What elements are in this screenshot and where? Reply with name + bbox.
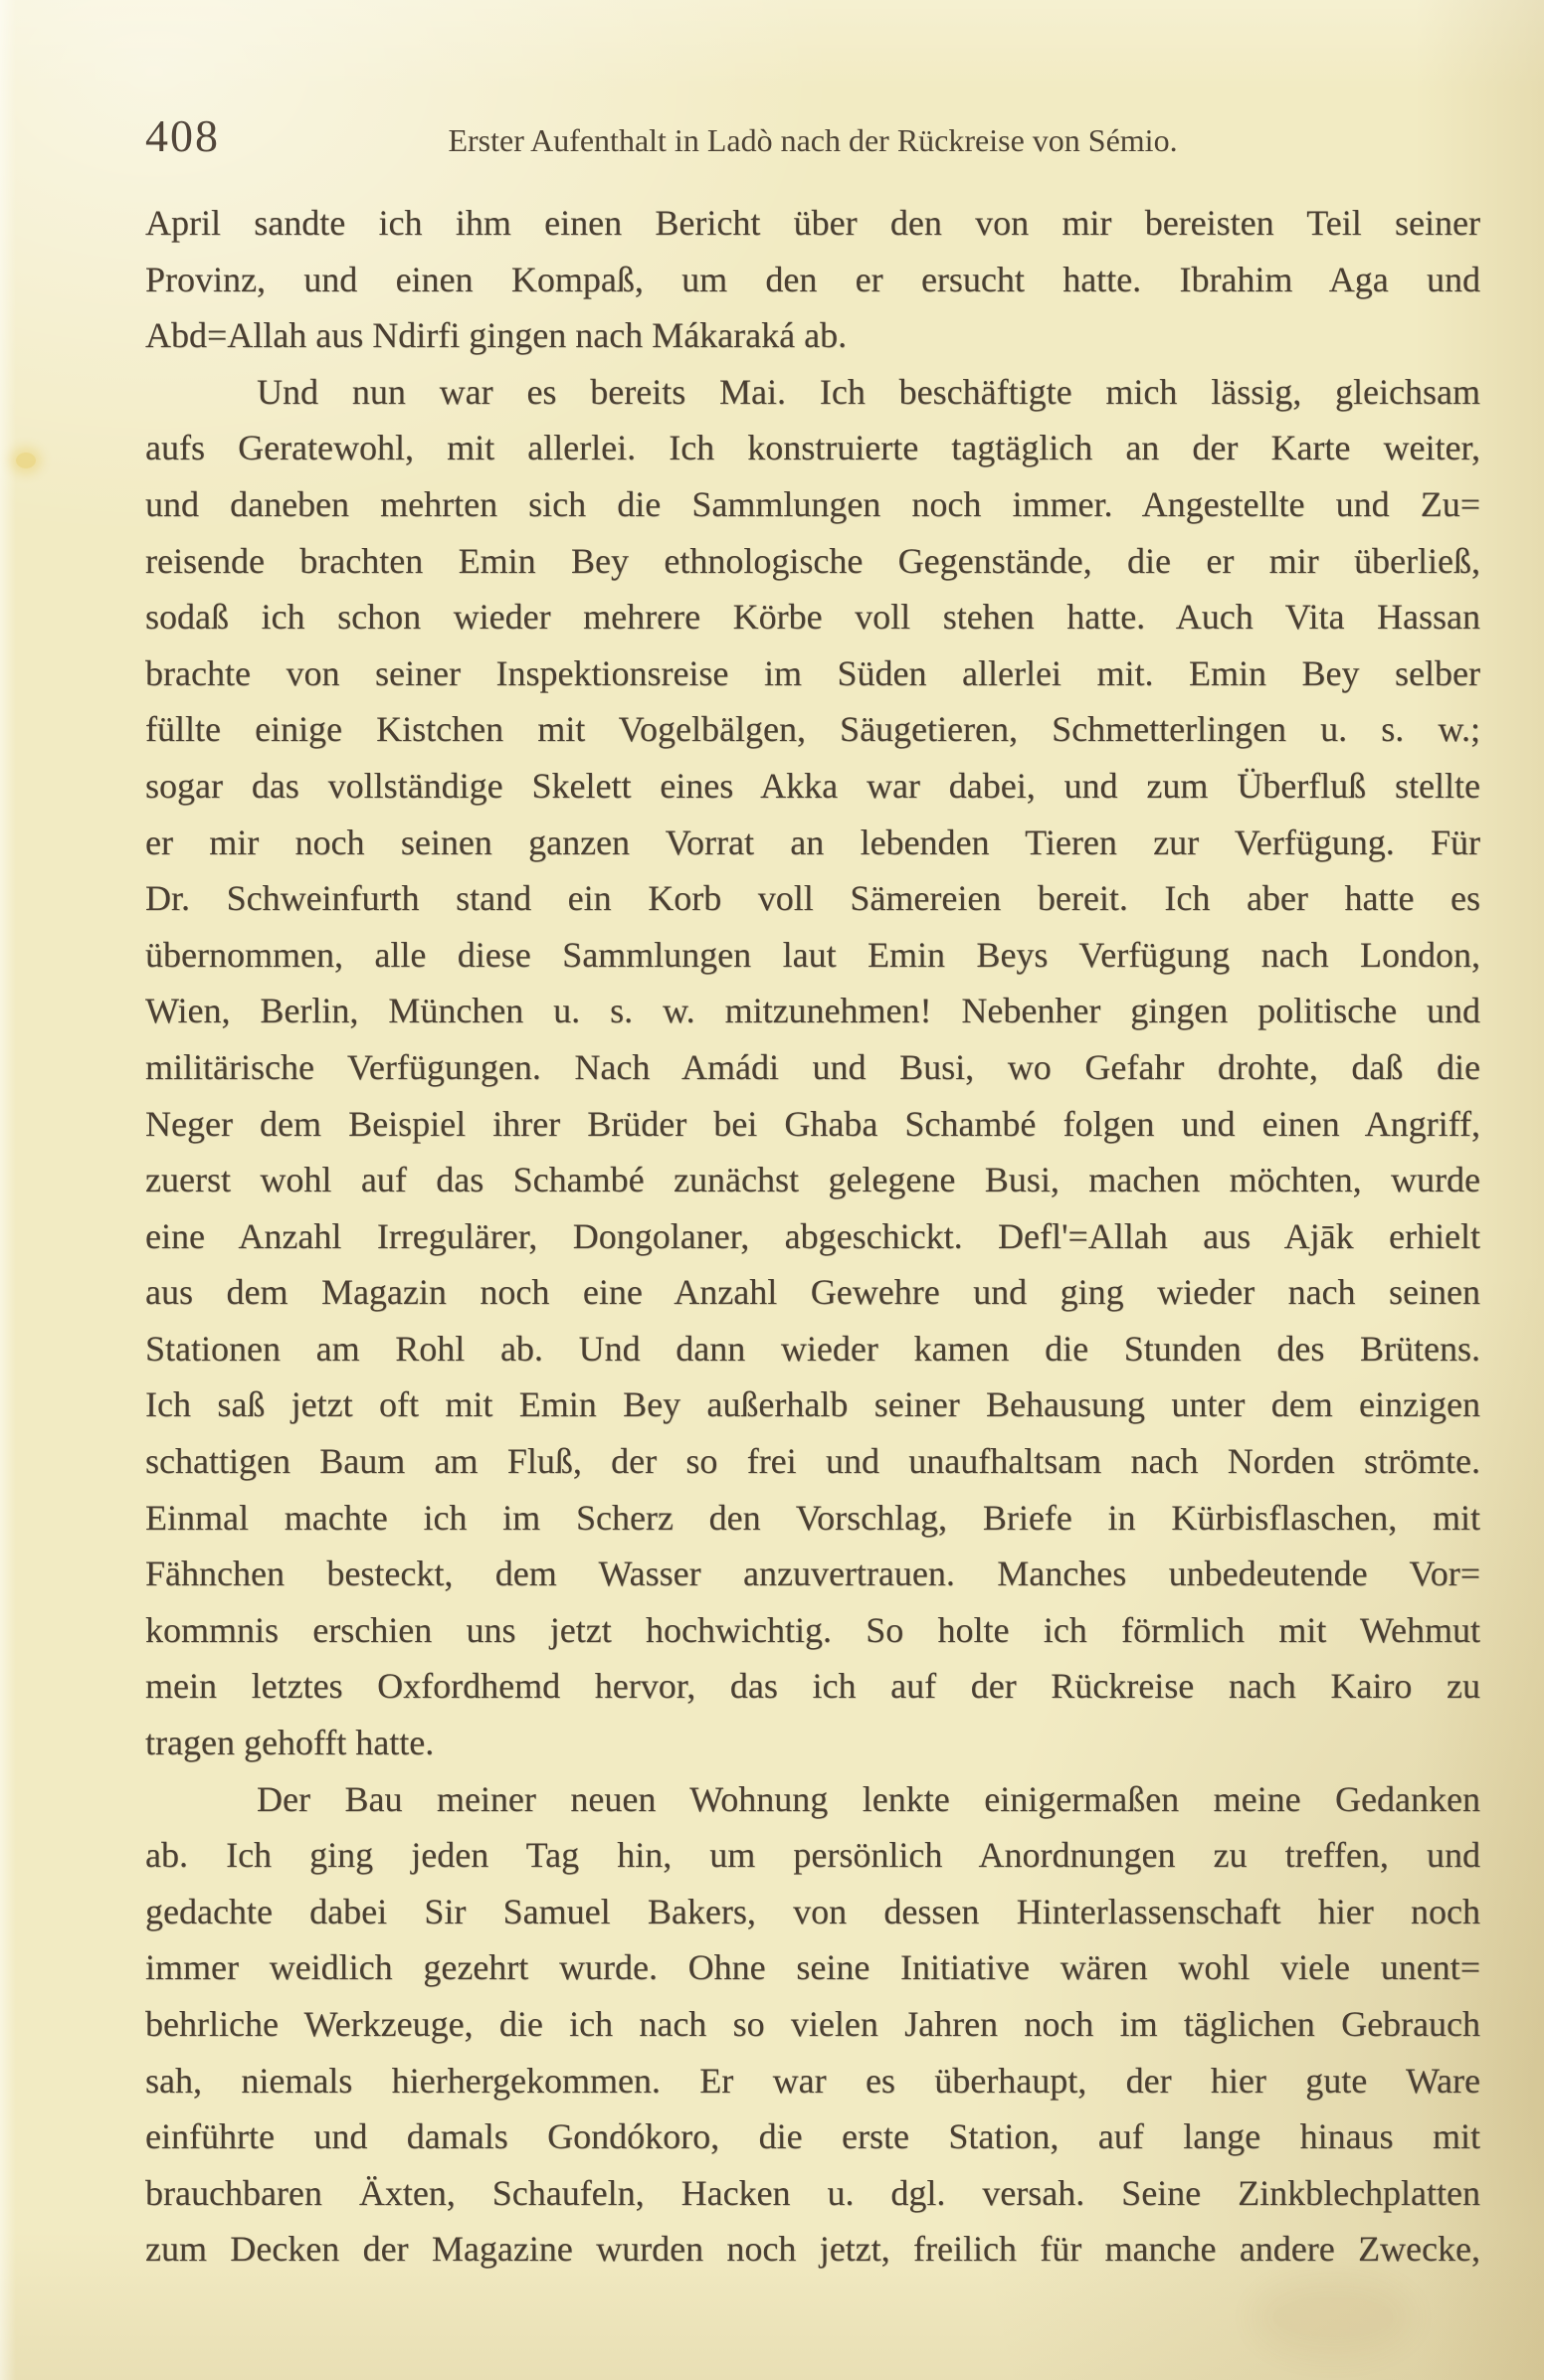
text-line: sah, niemals hierhergekommen. Er war es überhaupt, der hier gute Ware [145,2060,1480,2101]
text-line: Ich saß jetzt oft mit Emin Bey außerhalb seiner Behausung unter dem einzigen [145,1384,1480,1425]
text-line: Einmal machte ich im Scherz den Vorschlag, Briefe in Kürbisflaschen, mit [145,1497,1480,1538]
text-line: gedachte dabei Sir Samuel Bakers, von dessen Hinterlassenschaft hier noch [145,1891,1480,1931]
text-line: behrliche Werkzeuge, die ich nach so vielen Jahren noch im täglichen Gebrauch [145,2004,1480,2044]
text-line: übernommen, alle diese Sammlungen laut Emin Beys Verfügung nach London, [145,934,1480,975]
paragraph [145,1771,1480,2278]
text-line: Dr. Schweinfurth stand ein Korb voll Sämereien bereit. Ich aber hatte es [145,878,1480,919]
text-line: Wien, Berlin, München u. s. w. mitzunehmen! Nebenher gingen politische und [145,991,1480,1031]
text-line: Der Bau meiner neuen Wohnung lenkte einigermaßen meine Gedanken [257,1778,1480,1819]
text-line: Provinz, und einen Kompaß, um den er ersucht hatte. Ibrahim Aga und [145,259,1480,299]
text-block [145,195,1480,2278]
text-line: Neger dem Beispiel ihrer Brüder bei Ghaba Schambé folgen und einen Angriff, [145,1103,1480,1144]
text-line: aus dem Magazin noch eine Anzahl Gewehre und ging wieder nach seinen [145,1272,1480,1313]
text-line: Abd=Allah aus Ndirfi gingen nach Mákaraká ab. [145,315,848,356]
text-line: eine Anzahl Irregulärer, Dongolaner, abgeschickt. Defl'=Allah aus Ajāk erhielt [145,1215,1480,1256]
text-line: brachte von seiner Inspektionsreise im Süden allerlei mit. Emin Bey selber [145,652,1480,693]
text-line: sodaß ich schon wieder mehrere Körbe voll stehen hatte. Auch Vita Hassan [145,597,1480,638]
text-line: füllte einige Kistchen mit Vogelbälgen, Säugetieren, Schmetterlingen u. s. w.; [145,709,1480,750]
text-line: tragen gehofft hatte. [145,1723,435,1763]
text-line: aufs Geratewohl, mit allerlei. Ich konstruierte tagtäglich an der Karte weiter, [145,428,1480,468]
text-line: sogar das vollständige Skelett eines Akka war dabei, und zum Überfluß stellte [145,765,1480,806]
text-line: militärische Verfügungen. Nach Amádi und Busi, wo Gefahr drohte, daß die [145,1046,1480,1087]
text-line: und daneben mehrten sich die Sammlungen noch immer. Angestellte und Zu= [145,483,1480,524]
text-line: er mir noch seinen ganzen Vorrat an lebenden Tieren zur Verfügung. Für [145,822,1480,862]
paragraph [145,364,1480,1771]
text-line: immer weidlich gezehrt wurde. Ohne seine Initiative wären wohl viele unent= [145,1947,1480,1988]
page-header [145,107,1480,169]
text-line: kommnis erschien uns jetzt hochwichtig. So holte ich förmlich mit Wehmut [145,1609,1480,1650]
text-line: zum Decken der Magazine wurden noch jetzt, freilich für manche andere Zwecke, [145,2229,1480,2270]
text-line: ab. Ich ging jeden Tag hin, um persönlich Anordnungen zu treffen, und [145,1835,1480,1876]
text-line: reisende brachten Emin Bey ethnologische Gegenstände, die er mir überließ, [145,540,1480,581]
text-line: schattigen Baum am Fluß, der so frei und unaufhaltsam nach Norden strömte. [145,1441,1480,1482]
paragraph [145,195,1480,364]
text-line: mein letztes Oxfordhemd hervor, das ich auf der Rückreise nach Kairo zu [145,1666,1480,1707]
text-line: zuerst wohl auf das Schambé zunächst gelegene Busi, machen möchten, wurde [145,1160,1480,1200]
paper-shadow-smudge [1273,2297,1393,2337]
running-header: Erster Aufenthalt in Ladò nach der Rückreise von Sémio. [448,122,1178,158]
page-number: 408 [145,110,220,161]
text-line: Stationen am Rohl ab. Und dann wieder kamen die Stunden des Brütens. [145,1328,1480,1369]
text-line: Und nun war es bereits Mai. Ich beschäftigte mich lässig, gleichsam [257,371,1480,412]
text-line: April sandte ich ihm einen Bericht über den von mir bereisten Teil seiner [145,203,1480,243]
text-line: einführte und damals Gondókoro, die erste Station, auf lange hinaus mit [145,2116,1480,2157]
text-line: brauchbaren Äxten, Schaufeln, Hacken u. dgl. versah. Seine Zinkblechplatten [145,2172,1480,2213]
text-line: Fähnchen besteckt, dem Wasser anzuvertrauen. Manches unbedeutende Vor= [145,1554,1480,1594]
paper-stain [16,453,36,468]
